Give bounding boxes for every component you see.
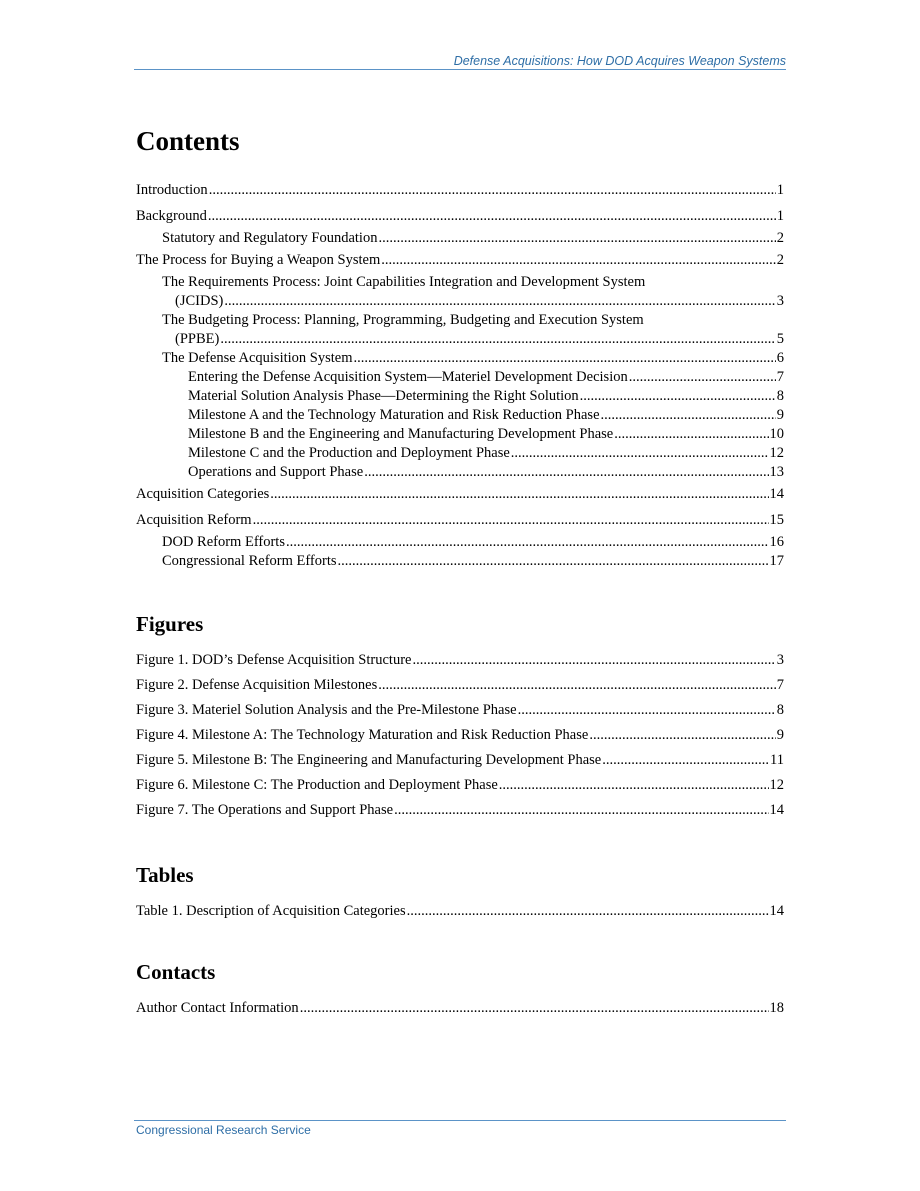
figure-entry[interactable] [136,701,784,720]
table-entry[interactable] [136,902,784,921]
toc-page-number: 15 [769,512,784,528]
dot-leader [589,726,775,745]
toc-entry-label: Milestone A and the Technology Maturation and Risk Reduction Phase [188,407,600,423]
toc-entry-defense-acquisition-system[interactable] [136,349,784,368]
dot-leader [614,425,768,444]
toc-page-number: 8 [776,388,784,404]
figures-heading: Figures [136,612,204,636]
figure-entry-label: Figure 1. DOD’s Defense Acquisition Structure [136,652,412,668]
figure-entry[interactable] [136,651,784,670]
figure-entry[interactable] [136,776,784,795]
toc-page-number: 9 [776,407,784,423]
running-header: Defense Acquisitions: How DOD Acquires Weapon Systems [453,54,786,68]
toc-entry-acquisition-reform[interactable] [136,511,784,530]
figure-entry[interactable] [136,751,784,770]
toc-entry-milestone-b[interactable] [136,425,784,444]
dot-leader [601,406,776,425]
toc-page-number: 14 [769,486,784,502]
toc-page-number: 2 [776,230,784,246]
dot-leader [412,651,775,670]
dot-leader [286,533,769,552]
figure-entry[interactable] [136,801,784,820]
dot-leader [220,330,775,349]
figure-entry-label: Figure 7. The Operations and Support Phase [136,802,394,818]
toc-entry-label: Statutory and Regulatory Foundation [162,230,378,246]
toc-page-number: 13 [769,464,784,480]
table-entry-label: Table 1. Description of Acquisition Categories [136,903,406,919]
dot-leader [394,801,768,820]
dot-leader [208,207,776,226]
toc-page-number: 9 [776,727,784,743]
dot-leader [602,751,769,770]
toc-entry-label: Milestone B and the Engineering and Manufacturing Development Phase [188,426,614,442]
toc-entry-budgeting-process[interactable] [136,311,784,349]
contacts-heading: Contacts [136,960,216,984]
toc-entry-process-buying[interactable] [136,251,784,270]
toc-page-number: 11 [770,752,784,768]
toc-page-number: 12 [769,445,784,461]
figure-entry[interactable] [136,726,784,745]
dot-leader [378,229,775,248]
toc-entry-label: Operations and Support Phase [188,464,364,480]
tables-section [136,862,784,921]
toc-entry-label: Entering the Defense Acquisition System—Materiel Development Decision [188,369,628,385]
dot-leader [580,387,776,406]
toc-entry-label: DOD Reform Efforts [162,534,285,550]
footer-rule [134,1120,786,1121]
toc-entry-materiel-development-decision[interactable] [136,368,784,387]
dot-leader [629,368,776,387]
dot-leader [338,552,769,571]
figure-entry-label: Figure 5. Milestone B: The Engineering and Manufacturing Development Phase [136,752,602,768]
running-footer: Congressional Research Service [136,1123,311,1137]
toc-entry-acquisition-categories[interactable] [136,485,784,504]
toc-page-number: 16 [769,534,784,550]
toc-page-number: 7 [776,369,784,385]
toc-page-number: 12 [769,777,784,793]
toc-entry-milestone-a[interactable] [136,406,784,425]
toc-entry-label-line2: (PPBE) [175,331,220,347]
toc-page-number: 5 [776,331,784,347]
dot-leader [224,292,775,311]
toc-entry-label: The Process for Buying a Weapon System [136,252,381,268]
toc-entry-milestone-c[interactable] [136,444,784,463]
toc-entry-statutory-foundation[interactable] [136,229,784,248]
toc-entry-operations-support[interactable] [136,463,784,482]
toc-entry-label-line2: (JCIDS) [175,293,224,309]
dot-leader [378,676,776,695]
toc-entry-dod-reform-efforts[interactable] [136,533,784,552]
figure-entry[interactable] [136,676,784,695]
toc-entry-introduction[interactable] [136,181,784,200]
toc-entry-label-line1: The Requirements Process: Joint Capabilities Integration and Development System [162,274,646,290]
toc-page-number: 1 [776,208,784,224]
toc-entry-label: Material Solution Analysis Phase—Determining the Right Solution [188,388,579,404]
dot-leader [407,902,769,921]
toc-entry-background[interactable] [136,207,784,226]
contacts-section [136,959,784,1018]
toc-entry-requirements-process[interactable] [136,273,784,311]
dot-leader [353,349,775,368]
dot-leader [300,999,769,1018]
header-rule [134,69,786,70]
toc-entry-label: Introduction [136,182,208,198]
toc-page-number: 7 [776,677,784,693]
figure-entry-label: Figure 4. Milestone A: The Technology Maturation and Risk Reduction Phase [136,727,589,743]
dot-leader [511,444,769,463]
toc-entry-label: The Defense Acquisition System [162,350,353,366]
figure-entry-label: Figure 6. Milestone C: The Production and Deployment Phase [136,777,498,793]
toc-entry-label: Background [136,208,207,224]
toc-page-number: 18 [769,1000,784,1016]
contact-entry[interactable] [136,999,784,1018]
tables-heading: Tables [136,863,194,887]
dot-leader [253,511,769,530]
table-of-contents [136,124,784,1024]
contact-entry-label: Author Contact Information [136,1000,299,1016]
figures-section [136,611,784,820]
dot-leader [364,463,768,482]
toc-page-number: 1 [776,182,784,198]
figure-entry-label: Figure 3. Materiel Solution Analysis and the Pre-Milestone Phase [136,702,517,718]
toc-page-number: 14 [769,802,784,818]
toc-page-number: 8 [776,702,784,718]
toc-entry-material-solution-analysis[interactable] [136,387,784,406]
toc-entry-label: Acquisition Categories [136,486,270,502]
dot-leader [381,251,776,270]
figure-entry-label: Figure 2. Defense Acquisition Milestones [136,677,378,693]
toc-page-number: 3 [776,652,784,668]
toc-entry-label: Congressional Reform Efforts [162,553,337,569]
toc-entry-label: Acquisition Reform [136,512,252,528]
dot-leader [270,485,768,504]
dot-leader [499,776,769,795]
toc-entry-continuation [136,292,784,311]
toc-entry-congressional-reform-efforts[interactable] [136,552,784,571]
contents-heading: Contents [136,126,240,156]
toc-page-number: 17 [769,553,784,569]
dot-leader [518,701,776,720]
toc-entry-label: Milestone C and the Production and Deployment Phase [188,445,510,461]
toc-page-number: 10 [769,426,784,442]
toc-page-number: 3 [776,293,784,309]
contents-list [136,181,784,571]
toc-entry-continuation [136,330,784,349]
dot-leader [209,181,776,200]
toc-entry-label-line1: The Budgeting Process: Planning, Programming, Budgeting and Execution System [162,312,644,328]
toc-page-number: 2 [776,252,784,268]
toc-page-number: 14 [769,903,784,919]
toc-page-number: 6 [776,350,784,366]
